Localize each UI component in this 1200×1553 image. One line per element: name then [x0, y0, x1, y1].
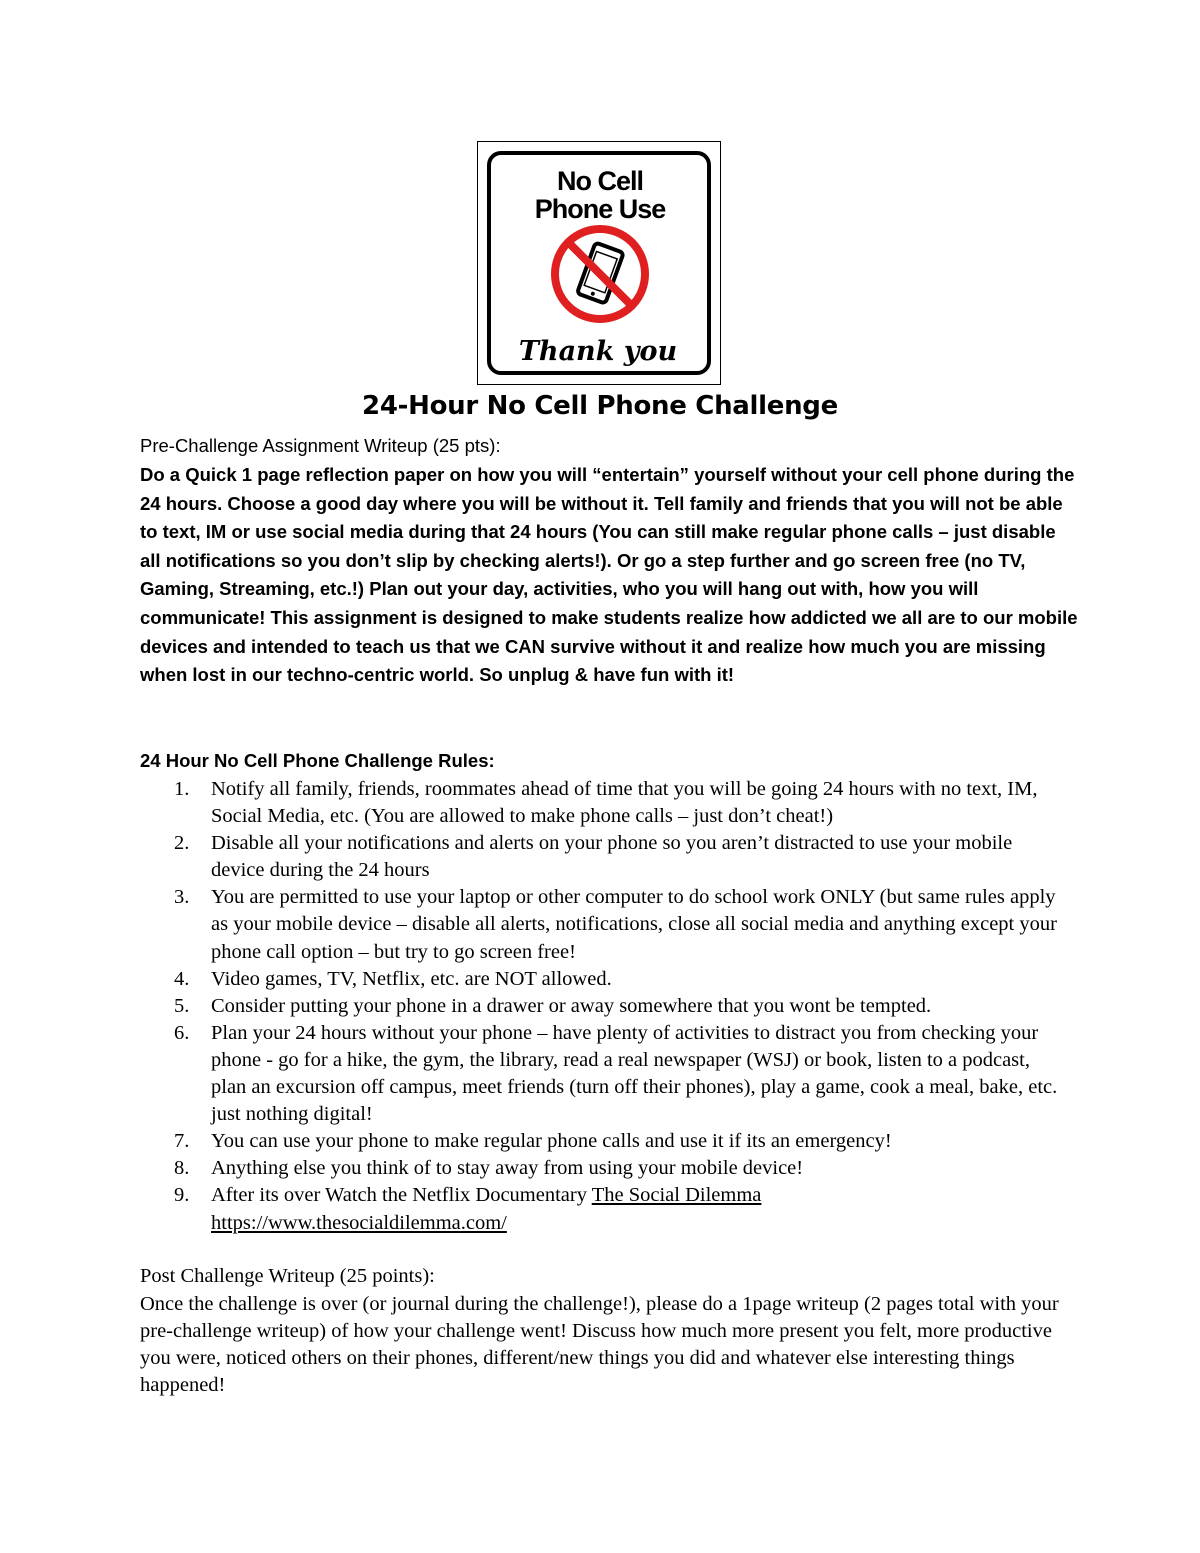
rule-9-prefix: After its over Watch the Netflix Documentary — [211, 1184, 592, 1207]
sign-line1: No Cell — [556, 166, 644, 196]
rule-number: 6. — [174, 1021, 190, 1044]
no-cell-phone-sign — [477, 141, 721, 385]
sign-graphic — [478, 142, 720, 384]
rule-item — [140, 1155, 1070, 1182]
post-challenge-body: Once the challenge is over (or journal during the challenge!), please do a 1page writeup (2 pages total with your pre-challenge writeup) of how your challenge went! Discuss how much more present you felt, more productive you were, noticed others on their phones, different/new things you did and whatever else interesting things happened! — [140, 1293, 1059, 1397]
rule-item — [140, 1182, 1070, 1236]
pre-challenge-heading: Pre-Challenge Assignment Writeup (25 pts): — [140, 435, 501, 456]
sign-footer: Thank you — [518, 336, 678, 367]
rule-item — [140, 966, 1070, 993]
rule-number: 4. — [174, 967, 190, 990]
rule-number: 5. — [174, 994, 190, 1017]
rule-number: 3. — [174, 886, 190, 909]
page-title: 24-Hour No Cell Phone Challenge — [362, 391, 838, 421]
social-dilemma-url-link[interactable]: https://www.thesocialdilemma.com/ — [211, 1211, 507, 1234]
social-dilemma-title-link[interactable]: The Social Dilemma — [591, 1184, 762, 1207]
rule-number: 9. — [174, 1184, 190, 1207]
rule-number: 2. — [174, 832, 190, 855]
rules-heading: 24 Hour No Cell Phone Challenge Rules: — [140, 750, 495, 771]
rule-text: Disable all your notifications and alerts on your phone so you aren’t distracted to use your mobile device during the 24 hours — [211, 832, 1013, 882]
rule-item — [140, 1020, 1070, 1128]
rule-text — [211, 1182, 1070, 1236]
rule-number: 8. — [174, 1157, 190, 1180]
rules-list — [140, 776, 1070, 1237]
sign-line2: Phone Use — [534, 194, 666, 224]
rule-item — [140, 993, 1070, 1020]
rule-text: Anything else you think of to stay away from using your mobile device! — [211, 1157, 804, 1180]
rule-text: You are permitted to use your laptop or other computer to do school work ONLY (but same rules apply as your mobile device – disable all alerts, notifications, close all social media and anything except your phone call option – but try to go screen free! — [211, 886, 1057, 963]
rule-text: Plan your 24 hours without your phone – have plenty of activities to distract you from checking your phone - go for a hike, the gym, the library, read a real newspaper (WSJ) or book, listen to a podcast, plan an excursion off campus, meet friends (turn off their phones), play a game, cook a meal, bake, etc. just nothing digital! — [211, 1021, 1058, 1126]
rule-number: 7. — [174, 1130, 190, 1153]
rule-text: Video games, TV, Netflix, etc. are NOT allowed. — [211, 967, 612, 990]
rule-text: You can use your phone to make regular phone calls and use it if its an emergency! — [211, 1130, 892, 1153]
rule-number: 1. — [174, 778, 190, 800]
rule-item — [140, 1128, 1070, 1155]
rule-item — [140, 830, 1070, 884]
rule-text: Notify all family, friends, roommates ahead of time that you will be going 24 hours with no text, IM, Social Media, etc. (You are allowed to make phone calls – just don’t cheat!) — [211, 778, 1038, 828]
rule-item — [140, 776, 1070, 830]
rule-item — [140, 884, 1070, 965]
rule-text: Consider putting your phone in a drawer or away somewhere that you wont be tempted. — [211, 994, 932, 1017]
post-challenge-heading: Post Challenge Writeup (25 points): — [140, 1265, 435, 1287]
pre-challenge-body: Do a Quick 1 page reflection paper on how you will “entertain” yourself without your cell phone during the 24 hours. Choose a good day where you will be without it. Tell family and friends that you will not be able to text, IM or use social media during that 24 hours (You can still make regular phone calls – just disable all notifications so you don’t slip by checking alerts!). Or go a step further and go screen free (no TV, Gaming, Streaming, etc.!) Plan out your day, activities, who you will hang out with, how you will communicate! This assignment is designed to make students realize how addicted we all are to our mobile devices and intended to teach us that we CAN survive without it and realize how much you are missing when lost in our techno-centric world. So unplug & have fun with it! — [140, 464, 1078, 686]
